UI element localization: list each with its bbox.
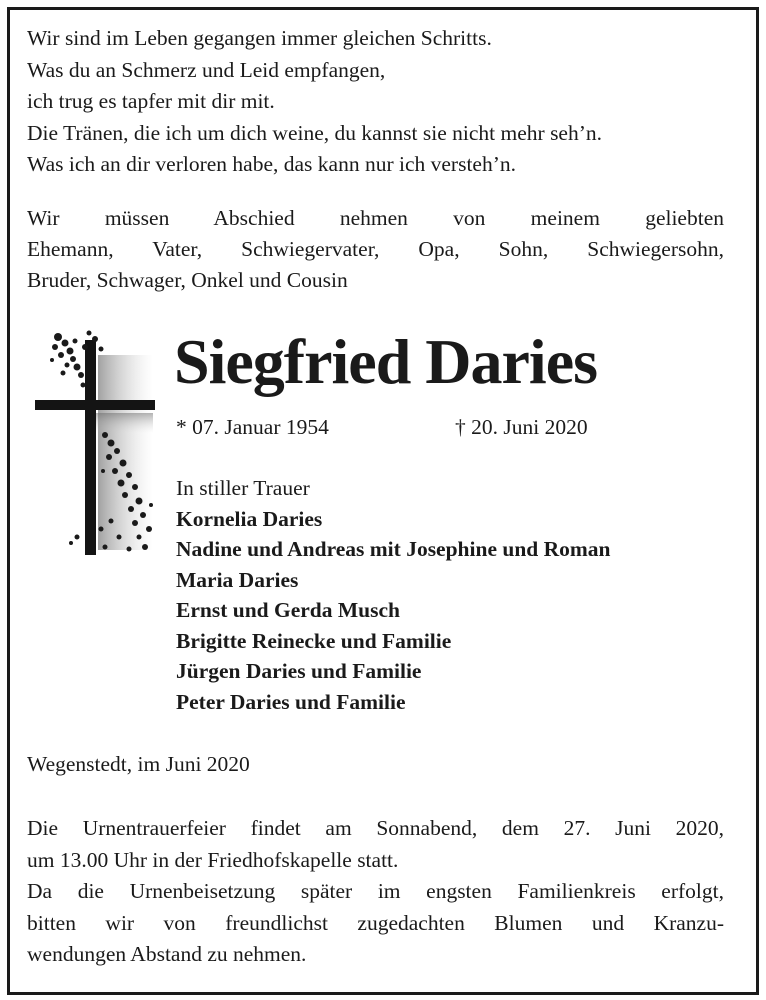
life-dates (176, 412, 588, 442)
mourner-name: Ernst und Gerda Musch (176, 598, 400, 622)
notice-line: Die Urnentrauerfeier findet am Sonnabend, dem 27. Juni 2020, (27, 816, 724, 840)
death-date: † 20. Juni 2020 (455, 415, 588, 439)
funeral-notice (27, 813, 724, 971)
poem (27, 23, 727, 181)
deceased-name: Siegfried Daries (174, 326, 597, 397)
mourner-name: Nadine und Andreas mit Josephine und Roman (176, 537, 611, 561)
notice-line: bitten wir von freundlichst zugedachten Blumen und Kranzu- (27, 910, 724, 935)
notice-line: Da die Urnenbeisetzung später im engsten Familienkreis erfolgt, (27, 879, 724, 903)
poem-line: Was du an Schmerz und Leid empfangen, (27, 57, 386, 82)
poem-line: Wir sind im Leben gegangen immer gleichen Schritts. (27, 26, 492, 50)
poem-line: Die Tränen, die ich um dich weine, du kannst sie nicht mehr seh’n. (27, 120, 603, 145)
intro-line: Wir müssen Abschied nehmen von meinem geliebten (27, 206, 724, 230)
cross-with-ivy-icon (25, 325, 155, 560)
mourner-name: Brigitte Reinecke und Familie (176, 628, 452, 653)
mourner-name: Peter Daries und Familie (176, 689, 406, 714)
mourners-heading: In stiller Trauer (176, 476, 310, 500)
intro-line: Ehemann, Vater, Schwiegervater, Opa, Sohn, Schwiegersohn, (27, 237, 724, 261)
intro-line: Bruder, Schwager, Onkel und Cousin (27, 268, 348, 292)
notice-line: um 13.00 Uhr in der Friedhofskapelle statt. (27, 847, 399, 872)
mourners-list (176, 473, 611, 717)
poem-line: Was ich an dir verloren habe, das kann nur ich versteh’n. (27, 152, 517, 176)
place-date: Wegenstedt, im Juni 2020 (27, 752, 250, 776)
birth-date: * 07. Januar 1954 (176, 415, 329, 439)
mourner-name: Jürgen Daries und Familie (176, 659, 422, 683)
notice-line: wendungen Abstand zu nehmen. (27, 942, 307, 966)
poem-line: ich trug es tapfer mit dir mit. (27, 89, 275, 113)
mourner-name: Maria Daries (176, 567, 299, 592)
mourner-name: Kornelia Daries (176, 506, 323, 531)
farewell-intro (27, 203, 724, 296)
